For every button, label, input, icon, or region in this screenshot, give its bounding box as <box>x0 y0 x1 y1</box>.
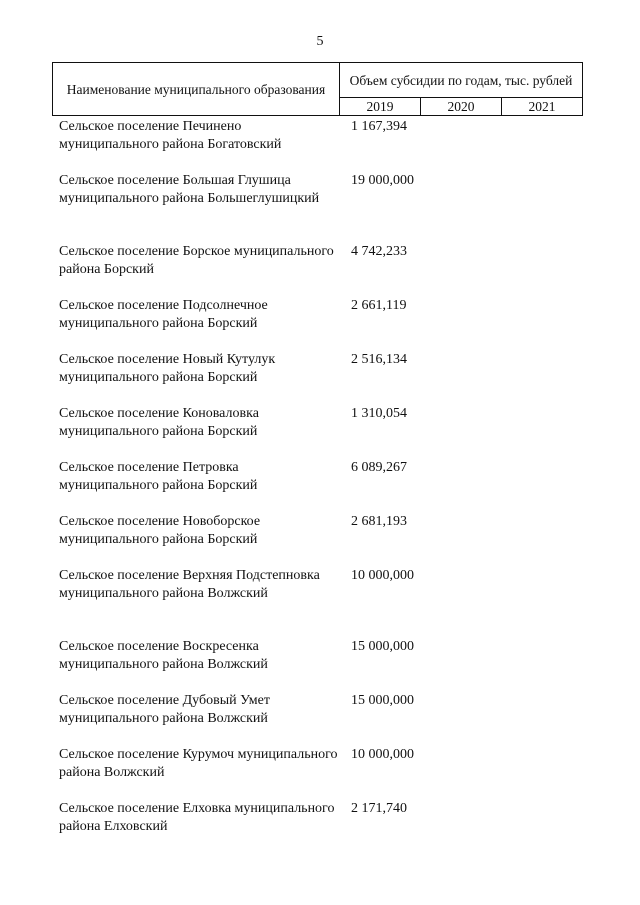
table-row <box>52 565 582 636</box>
amount-2019: 2 516,134 <box>351 352 407 367</box>
table-row <box>52 511 582 565</box>
subsidy-table-header <box>52 62 583 116</box>
municipality-name: Сельское поселение Курумоч муниципального района Волжский <box>59 747 338 780</box>
year-header-2020: 2020 <box>421 98 502 116</box>
municipality-name: Сельское поселение Новоборское муниципального района Борский <box>59 514 261 547</box>
amount-2019: 1 167,394 <box>351 119 407 134</box>
amount-2019: 19 000,000 <box>351 173 414 188</box>
table-row <box>52 241 582 295</box>
table-row <box>52 744 582 798</box>
table-row <box>52 403 582 457</box>
municipality-name: Сельское поселение Дубовый Умет муниципального района Волжский <box>59 693 270 726</box>
table-row <box>52 690 582 744</box>
table-row <box>52 170 582 241</box>
amount-2019: 6 089,267 <box>351 460 407 475</box>
page-number: 5 <box>316 34 324 49</box>
municipality-name: Сельское поселение Коноваловка муниципального района Борский <box>59 406 259 439</box>
amount-2019: 2 681,193 <box>351 514 407 529</box>
year-header-2019: 2019 <box>340 98 421 116</box>
table-row <box>52 349 582 403</box>
amount-2019: 10 000,000 <box>351 747 414 762</box>
municipality-name: Сельское поселение Большая Глушица муниципального района Большеглушицкий <box>59 173 320 206</box>
amount-2019: 2 171,740 <box>351 801 407 816</box>
table-row <box>52 457 582 511</box>
municipality-name: Сельское поселение Верхняя Подстепновка муниципального района Волжский <box>59 568 320 601</box>
municipality-name: Сельское поселение Подсолнечное муниципального района Борский <box>59 298 268 331</box>
table-row <box>52 636 582 690</box>
municipality-name: Сельское поселение Елховка муниципального района Елховский <box>59 801 335 834</box>
name-column-header: Наименование муниципального образования <box>53 63 340 116</box>
amount-2019: 15 000,000 <box>351 693 414 708</box>
year-header-2021: 2021 <box>502 98 583 116</box>
amount-2019: 4 742,233 <box>351 244 407 259</box>
municipality-name: Сельское поселение Печинено муниципального района Богатовский <box>59 119 282 152</box>
amount-2019: 10 000,000 <box>351 568 414 583</box>
amount-2019: 1 310,054 <box>351 406 407 421</box>
table-row <box>52 798 582 852</box>
subsidy-table-body <box>52 116 582 852</box>
amount-2019: 15 000,000 <box>351 639 414 654</box>
table-row <box>52 295 582 349</box>
amount-column-header: Объем субсидии по годам, тыс. рублей <box>340 63 583 98</box>
municipality-name: Сельское поселение Воскресенка муниципального района Волжский <box>59 639 268 672</box>
table-row <box>52 116 582 170</box>
municipality-name: Сельское поселение Борское муниципального района Борский <box>59 244 334 277</box>
municipality-name: Сельское поселение Новый Кутулук муниципального района Борский <box>59 352 276 385</box>
municipality-name: Сельское поселение Петровка муниципального района Борский <box>59 460 258 493</box>
amount-2019: 2 661,119 <box>351 298 407 313</box>
